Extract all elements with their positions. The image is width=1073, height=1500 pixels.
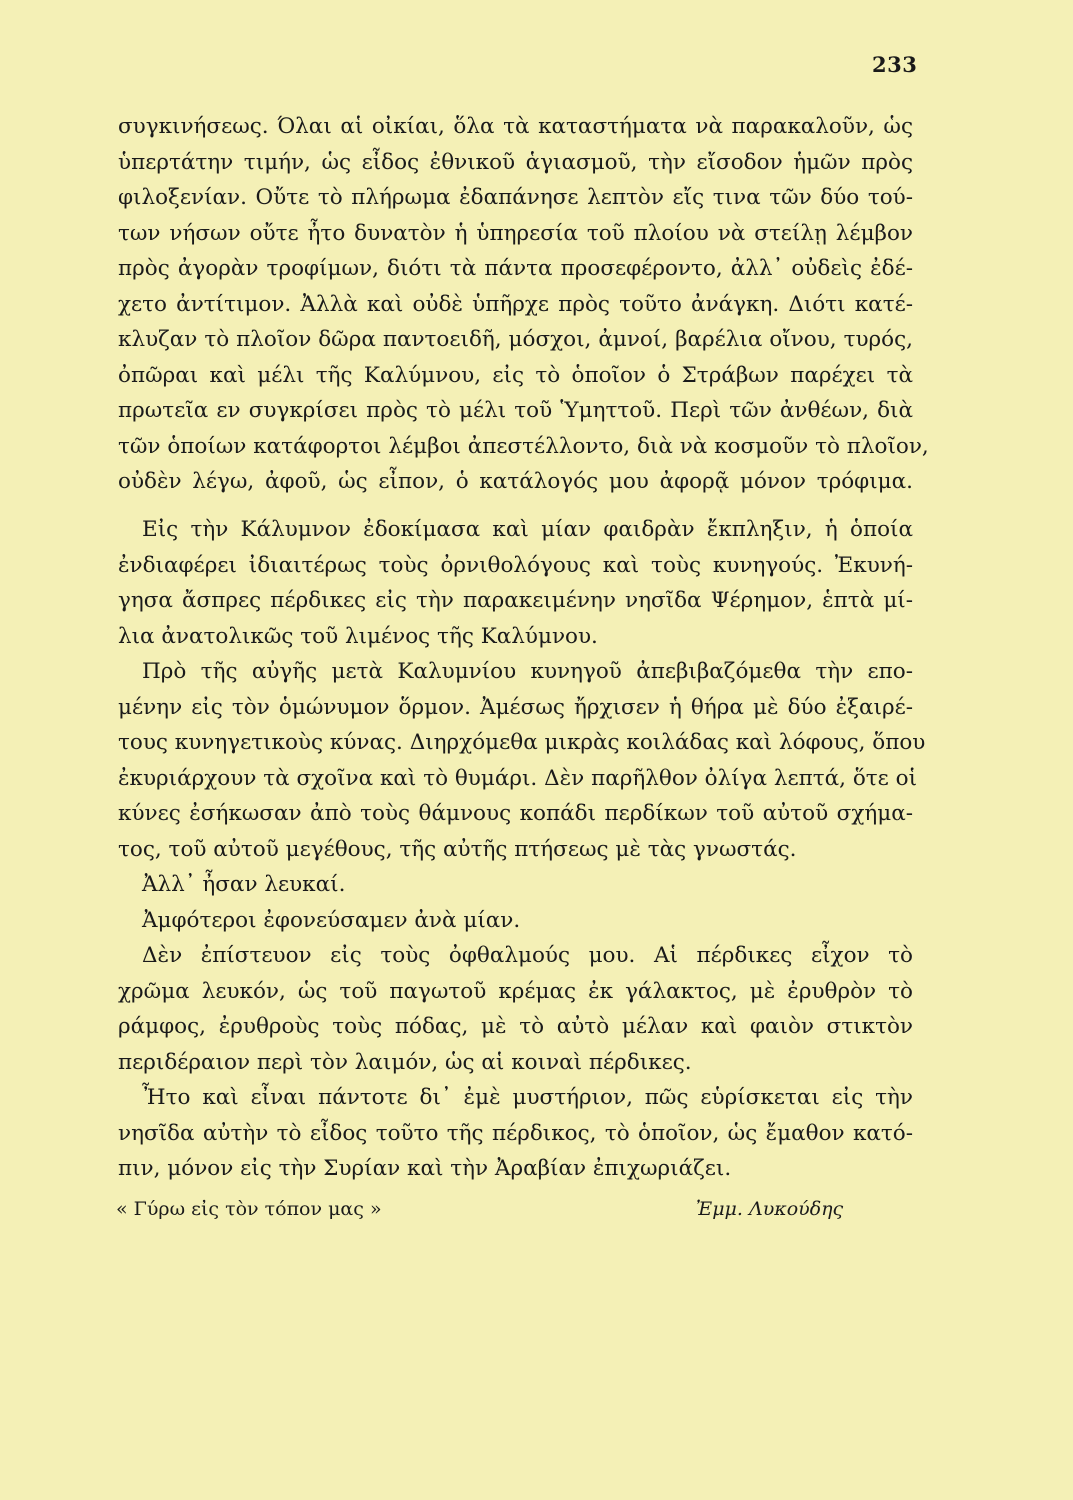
text-line: Ἀμφότεροι ἐφονεύσαμεν ἀνὰ μίαν. <box>142 907 521 933</box>
text-line: ράμφος, ἐρυθροὺς τοὺς πόδας, μὲ τὸ αὐτὸ μέλαν καὶ φαιὸν στικτὸν <box>118 1014 913 1039</box>
text-line: λια ἀνατολικῶς τοῦ λιμένος τῆς Καλύμνου. <box>118 623 598 649</box>
text-line: κύνες ἐσήκωσαν ἀπὸ τοὺς θάμνους κοπάδι περδίκων τοῦ αὐτοῦ σχήμα- <box>118 801 913 826</box>
text-line: χρῶμα λευκόν, ὡς τοῦ παγωτοῦ κρέμας ἐκ γάλακτος, μὲ ἐρυθρὸν τὸ <box>118 978 913 1004</box>
text-line: ὀπῶραι καὶ μέλι τῆς Καλύμνου, εἰς τὸ ὁποῖον ὁ Στράβων παρέχει τὰ <box>118 362 913 388</box>
text-line: χετο ἀντίτιμον. Ἀλλὰ καὶ οὐδὲ ὑπῆρχε πρὸς τοῦτο ἀνάγκη. Διότι κατέ- <box>118 291 913 317</box>
text-line: νησῖδα αὐτὴν τὸ εἶδος τοῦτο τῆς πέρδικος, τὸ ὁποῖον, ὡς ἔμαθον κατό- <box>118 1120 913 1146</box>
text-line: κλυζαν τὸ πλοῖον δῶρα παντοειδῆ, μόσχοι, ἀμνοί, βαρέλια οἴνου, τυρός, <box>118 327 913 352</box>
text-line: συγκινήσεως. Όλαι αἱ οἰκίαι, ὅλα τὰ καταστήματα νὰ παρακαλοῦν, ὡς <box>118 114 913 139</box>
text-line: ἐκυριάρχουν τὰ σχοῖνα καὶ τὸ θυμάρι. Δὲν παρῆλθον ὀλίγα λεπτά, ὅτε οἱ <box>118 765 918 791</box>
text-line: ἐνδιαφέρει ἰδιαιτέρως τοὺς ὀρνιθολόγους καὶ τοὺς κυνηγούς. Ἐκυνή- <box>118 552 913 578</box>
text-line: πιν, μόνον εἰς τὴν Συρίαν καὶ τὴν Ἀραβίαν ἐπιχωριάζει. <box>118 1156 732 1181</box>
text-line: γησα ἄσπρες πέρδικες εἰς τὴν παρακειμένην νησῖδα Ψέρημον, ἑπτὰ μί- <box>118 588 913 613</box>
text-line: Ἀλλ᾽ ἦσαν λευκαί. <box>142 872 346 897</box>
text-line: των νήσων οὔτε ἦτο δυνατὸν ἡ ὑπηρεσία τοῦ πλοίου νὰ στείλῃ λέμβον <box>118 220 913 246</box>
source-citation: « Γύρω εἰς τὸν τόπον μας » <box>116 1198 382 1220</box>
text-line: τους κυνηγετικοὺς κύνας. Διηρχόμεθα μικρὰς κοιλάδας καὶ λόφους, ὅπου <box>118 730 926 755</box>
paragraph-1 <box>118 109 929 500</box>
text-line: ὑπερτάτην τιμήν, ὡς εἶδος ἐθνικοῦ ἁγιασμοῦ, τὴν εἴσοδον ἡμῶν πρὸς <box>118 149 913 175</box>
text-line: οὐδὲν λέγω, ἀφοῦ, ὡς εἶπον, ὁ κατάλογός μου ἀφορᾷ μόνον τρόφιμα. <box>118 469 913 494</box>
text-line: περιδέραιον περὶ τὸν λαιμόν, ὡς αἱ κοιναὶ πέρδικες. <box>118 1049 692 1075</box>
text-line: Ἦτο καὶ εἶναι πάντοτε δι᾽ ἐμὲ μυστήριον, πῶς εὑρίσκεται εἰς τὴν <box>142 1085 913 1110</box>
page-number: 233 <box>872 52 918 77</box>
text-line: μένην εἰς τὸν ὁμώνυμον ὅρμον. Ἀμέσως ἤρχισεν ἡ θήρα μὲ δύο ἐξαιρέ- <box>118 694 913 720</box>
text-line: πρωτεῖα εν συγκρίσει πρὸς τὸ μέλι τοῦ Ὑμηττοῦ. Περὶ τῶν ἀνθέων, διὰ <box>118 398 913 423</box>
paragraph-3 <box>118 654 926 1187</box>
text-line: Εἰς τὴν Κάλυμνον ἐδοκίμασα καὶ μίαν φαιδρὰν ἔκπληξιν, ἡ ὁποία <box>142 517 913 542</box>
author-name: Ἐμμ. Λυκούδης <box>696 1198 844 1220</box>
text-line: τῶν ὁποίων κατάφορτοι λέμβοι ἀπεστέλλοντο, διὰ νὰ κοσμοῦν τὸ πλοῖον, <box>118 433 929 459</box>
text-line: τος, τοῦ αὐτοῦ μεγέθους, τῆς αὐτῆς πτήσεως μὲ τὰς γνωστάς. <box>118 836 797 862</box>
text-line: Πρὸ τῆς αὐγῆς μετὰ Καλυμνίου κυνηγοῦ ἀπεβιβαζόμεθα τὴν επο- <box>142 659 913 684</box>
text-line: πρὸς ἀγορὰν τροφίμων, διότι τὰ πάντα προσεφέροντο, ἀλλ᾽ οὐδεὶς ἐδέ- <box>118 256 913 281</box>
paragraph-2 <box>118 512 913 654</box>
text-line: Δὲν ἐπίστευον εἰς τοὺς ὀφθαλμούς μου. Αἱ πέρδικες εἶχον τὸ <box>142 943 913 968</box>
text-line: φιλοξενίαν. Οὔτε τὸ πλήρωμα ἐδαπάνησε λεπτὸν εἴς τινα τῶν δύο τού- <box>118 185 913 210</box>
